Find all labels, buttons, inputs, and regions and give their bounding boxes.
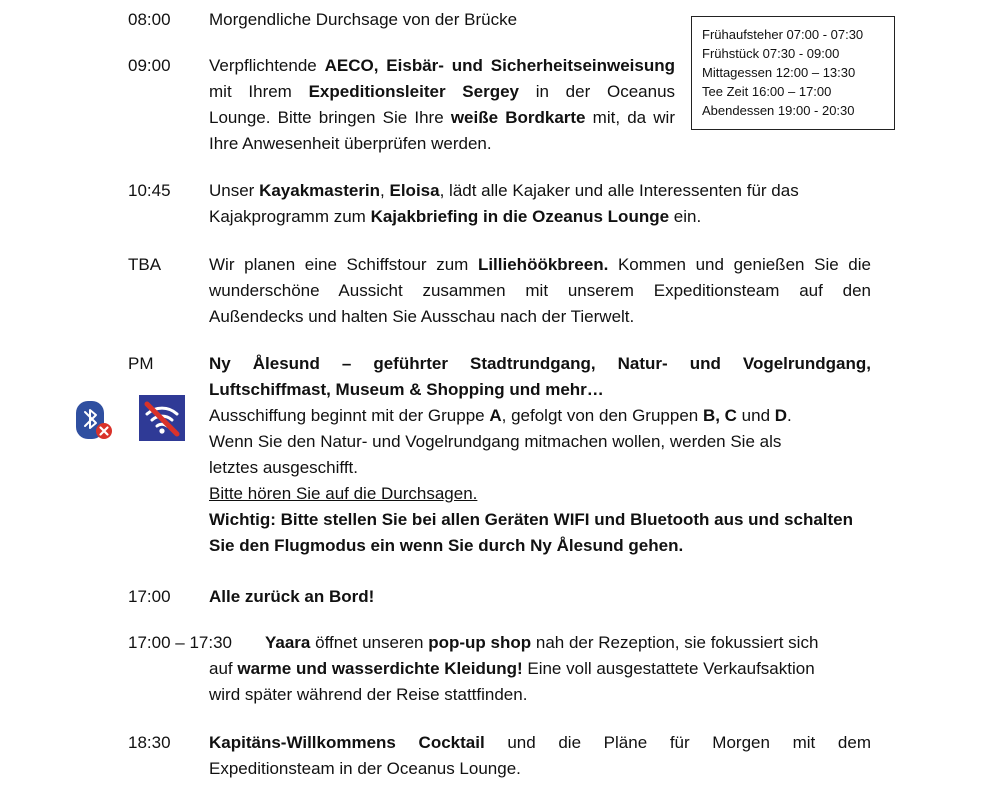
meal-time-breakfast: Frühstück 07:30 - 09:00 (702, 46, 840, 61)
entry-text: Morgendliche Durchsage von der Brücke (209, 10, 518, 29)
entry-time: 08:00 (128, 10, 171, 29)
entry-time: 18:30 (128, 733, 171, 752)
entry-time: 17:00 (128, 587, 171, 606)
entry-time: 17:00 – 17:30 (128, 633, 232, 652)
meal-times-box (691, 16, 895, 130)
bluetooth-off-icon (74, 399, 114, 443)
entry-text: Unser Kayakmasterin, Eloisa, lädt alle Kajaker und alle Interessenten für das Kajakprogramm zum Kajakbriefing in die Ozeanus Lounge ein. (209, 181, 799, 226)
entry-time: PM (128, 354, 154, 373)
entry-time: 09:00 (128, 56, 171, 75)
meal-time-early-riser: Frühaufsteher 07:00 - 07:30 (702, 27, 864, 42)
meal-time-dinner: Abendessen 19:00 - 20:30 (702, 103, 855, 118)
meal-time-lunch: Mittagessen 12:00 – 13:30 (702, 65, 856, 80)
entry-text: Kapitäns-Willkommens Cocktail und die Pläne für Morgen mit dem Expeditionsteam in der Oceanus Lounge. (209, 733, 871, 778)
entry-text: Ny Ålesund – geführter Stadtrundgang, Natur- und Vogelrundgang, Luftschiffmast, Museum & Shopping und mehr… Ausschiffung beginnt mit der Gruppe A, gefolgt von den Gruppen B, C und D. Wenn Sie den Natur- und Vogelrundgang mitmachen wollen, werden Sie als letztes ausgeschifft. Bitte hören Sie auf die Durchsagen. Wichtig: Bitte stellen Sie bei allen Geräten WIFI und Bluetooth aus und schalten Sie den Flugmodus ein wenn Sie durch Ny Ålesund gehen. (209, 354, 871, 555)
entry-time: 10:45 (128, 181, 171, 200)
entry-text: Alle zurück an Bord! (209, 587, 375, 606)
entry-text: Verpflichtende AECO, Eisbär- und Sicherheitseinweisung mit Ihrem Expeditionsleiter Sergey in der Oceanus Lounge. Bitte bringen Sie Ihre weiße Bordkarte mit, da wir Ihre Anwesenheit überprüfen werden. (209, 56, 676, 153)
entry-text: Yaara öffnet unseren pop-up shop nah der Rezeption, sie fokussiert sich auf warme und wasserdichte Kleidung! Eine voll ausgestattete Verkaufsaktion wird später während der Reise stattfinden. (209, 633, 819, 704)
meal-time-tea: Tee Zeit 16:00 – 17:00 (702, 84, 832, 99)
wifi-off-icon (139, 395, 185, 441)
entry-text: Wir planen eine Schiffstour zum Lilliehöökbreen. Kommen und genießen Sie die wunderschöne Aussicht zusammen mit unserem Expeditionsteam auf den Außendecks und halten Sie Ausschau nach der Tierwelt. (209, 255, 871, 326)
entry-time: TBA (128, 255, 162, 274)
